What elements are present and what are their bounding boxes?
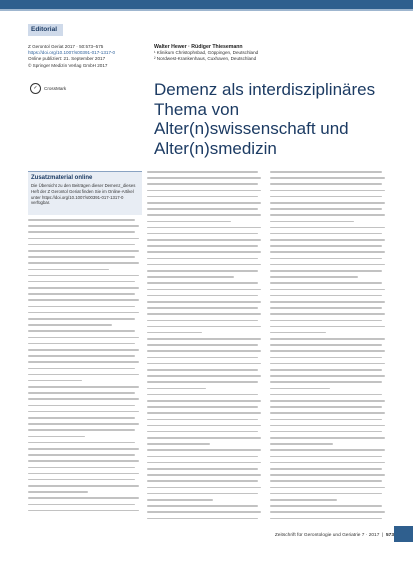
- body-text-line: [28, 343, 135, 345]
- body-text-line: [270, 344, 382, 346]
- body-text-line: [147, 344, 258, 346]
- body-text-line: [147, 381, 258, 383]
- body-text-line: [28, 293, 135, 295]
- body-text-line: [28, 256, 135, 258]
- body-text-line: [270, 369, 382, 371]
- body-text-line: [28, 330, 135, 332]
- body-text-line: [270, 487, 385, 489]
- body-text-line: [147, 406, 258, 408]
- body-text-line: [147, 499, 213, 501]
- body-text-line: [270, 350, 385, 352]
- body-text-line: [28, 479, 135, 481]
- body-text-line: [147, 400, 261, 402]
- body-text-line: [270, 505, 382, 507]
- body-text-line: [270, 400, 385, 402]
- body-text-line: [270, 245, 382, 247]
- body-text-line: [147, 369, 258, 371]
- body-text-line: [147, 505, 258, 507]
- body-text-line: [270, 443, 333, 445]
- body-text-line: [28, 497, 139, 499]
- crossmark-label: CrossMark: [44, 86, 67, 91]
- body-text-line: [147, 480, 258, 482]
- article-meta: [28, 44, 138, 69]
- body-text-line: [28, 306, 135, 308]
- body-text-line: [147, 468, 258, 470]
- crossmark-icon: ✓: [30, 83, 41, 94]
- body-text-line: [270, 449, 385, 451]
- body-text-line: [147, 394, 258, 396]
- body-text-line: [270, 233, 382, 235]
- body-text-line: [147, 320, 258, 322]
- body-text-line: [147, 239, 261, 241]
- body-text-line: [28, 429, 135, 431]
- author-names: Walter Hewer · Rüdiger Thiesemann: [154, 44, 243, 50]
- body-text-line: [147, 208, 258, 210]
- body-text-line: [28, 337, 139, 339]
- body-text-line: [147, 233, 258, 235]
- body-text-line: [28, 231, 135, 233]
- page-tab: [394, 526, 413, 542]
- body-text-line: [270, 276, 358, 278]
- body-text-line: [147, 363, 261, 365]
- body-text-line: [147, 493, 258, 495]
- doi-link[interactable]: https://doi.org/10.1007/s00391-017-1317-0: [28, 50, 116, 56]
- body-text-line: [28, 392, 135, 394]
- body-text-line: [28, 287, 139, 289]
- body-text-line: [28, 238, 139, 240]
- page-number: 573: [385, 533, 394, 538]
- body-text-line: [28, 281, 135, 283]
- copyright: © Springer Medizin Verlag GmbH 2017: [28, 62, 108, 68]
- body-text-line: [28, 312, 139, 314]
- supplementary-box: [28, 171, 142, 215]
- body-text-line: [270, 264, 385, 266]
- body-text-line: [147, 375, 261, 377]
- body-text-line: [270, 425, 385, 427]
- body-text-line: [28, 386, 139, 388]
- body-text-line: [147, 443, 210, 445]
- body-text-line: [147, 177, 261, 179]
- body-text-line: [147, 350, 261, 352]
- body-text-line: [270, 456, 382, 458]
- header-band: [0, 0, 413, 9]
- body-text-line: [147, 456, 258, 458]
- body-text-line: [147, 518, 258, 520]
- body-text-line: [270, 357, 382, 359]
- body-text-line: [28, 504, 135, 506]
- body-text-line: [28, 250, 139, 252]
- body-text-line: [270, 196, 382, 198]
- body-text-line: [147, 307, 258, 309]
- supplementary-heading: Zusatzmaterial online: [31, 175, 93, 181]
- body-text-line: [270, 437, 385, 439]
- body-text-line: [28, 219, 135, 221]
- body-text-line: [28, 368, 135, 370]
- body-text-line: [147, 474, 261, 476]
- body-text-line: [147, 289, 261, 291]
- body-text-line: [147, 202, 261, 204]
- body-text-line: [28, 473, 139, 475]
- article-title: Demenz als interdisziplinäres Thema von Alter(n)swissenschaft und Alter(n)smedizin: [154, 80, 376, 158]
- text-column-1: [28, 219, 142, 579]
- body-text-line: [270, 320, 382, 322]
- body-text-line: [147, 227, 261, 229]
- body-text-line: [28, 262, 139, 264]
- body-text-line: [147, 270, 258, 272]
- body-text-line: [270, 480, 382, 482]
- body-text-line: [147, 412, 261, 414]
- body-text-line: [147, 338, 261, 340]
- body-text-line: [28, 491, 88, 493]
- body-text-line: [270, 295, 382, 297]
- body-text-line: [147, 449, 261, 451]
- body-text-line: [270, 493, 382, 495]
- body-text-line: [270, 388, 330, 390]
- body-text-line: [28, 318, 135, 320]
- body-text-line: [147, 214, 261, 216]
- body-text-line: [270, 214, 385, 216]
- body-text-line: [147, 487, 261, 489]
- body-text-line: [270, 375, 385, 377]
- body-text-line: [270, 227, 385, 229]
- body-text-line: [28, 442, 135, 444]
- citation: Z Gerontol Geriat 2017 · 50:573–575: [28, 44, 104, 49]
- body-text-line: [147, 388, 206, 390]
- text-column-3: [270, 171, 389, 531]
- body-text-line: [147, 357, 258, 359]
- body-text-line: [270, 518, 382, 520]
- body-text-line: [270, 171, 382, 173]
- body-text-line: [270, 289, 385, 291]
- header-band-accent: [0, 9, 413, 11]
- body-text-line: [270, 406, 382, 408]
- body-text-line: [147, 282, 258, 284]
- supplementary-text: [28, 181, 142, 208]
- body-text-line: [147, 425, 261, 427]
- body-text-line: [270, 258, 382, 260]
- footer-journal: Zeitschrift für Gerontologie und Geriatrie 7 · 2017: [274, 533, 380, 538]
- body-text-line: [147, 221, 231, 223]
- body-text-line: [28, 355, 135, 357]
- body-text-line: [28, 380, 82, 382]
- section-label: Editorial: [28, 24, 63, 36]
- body-text-line: [147, 196, 258, 198]
- affiliation-1: ¹ Klinikum Christophsbad, Göppingen, Deutschland: [154, 50, 259, 56]
- body-text-line: [28, 436, 85, 438]
- body-text-line: [270, 499, 337, 501]
- body-text-line: [28, 324, 112, 326]
- body-text-line: [270, 462, 385, 464]
- page-footer: Zeitschrift für Gerontologie und Geriatrie 7 · 2017 | 573: [274, 533, 394, 538]
- body-text-line: [28, 361, 139, 363]
- online-date: Online publiziert: 21. September 2017: [28, 56, 106, 62]
- body-text-line: [270, 190, 385, 192]
- supplementary-body: Die Übersicht zu den Beiträgen dieser Demenz_dieses Heft der Z Gerontol Geriat finden Sie im Online-Artikel unter https://doi.org/10.1007/s00391-017-1317-0 verfügbar.: [31, 183, 136, 206]
- body-text-line: [28, 299, 139, 301]
- body-text-line: [28, 398, 139, 400]
- body-text-line: [270, 381, 382, 383]
- body-text-line: [28, 405, 135, 407]
- body-text-line: [270, 251, 385, 253]
- body-text-line: [270, 412, 385, 414]
- body-text-line: [147, 462, 261, 464]
- body-text-line: [28, 448, 139, 450]
- body-text-line: [147, 326, 261, 328]
- body-text-line: [270, 221, 354, 223]
- body-text-line: [270, 338, 385, 340]
- body-text-line: [147, 276, 234, 278]
- body-text-line: [270, 431, 382, 433]
- body-text-line: [147, 437, 261, 439]
- body-text-line: [270, 282, 382, 284]
- body-text-line: [270, 419, 382, 421]
- body-text-line: [270, 474, 385, 476]
- body-text-line: [147, 183, 258, 185]
- affiliation-2: ² Nordwest-Krankenhaus, Cuxhaven, Deutschland: [154, 56, 257, 62]
- body-text-line: [28, 225, 139, 227]
- body-text-line: [270, 313, 385, 315]
- body-text-line: [147, 264, 261, 266]
- body-text-line: [28, 417, 135, 419]
- body-text-line: [270, 363, 385, 365]
- body-text-line: [270, 511, 385, 513]
- body-text-line: [270, 239, 385, 241]
- body-text-line: [270, 394, 382, 396]
- body-text-line: [28, 454, 135, 456]
- body-text-line: [270, 177, 385, 179]
- body-text-line: [28, 510, 139, 512]
- authors-block: [154, 44, 374, 63]
- body-text-line: [147, 295, 258, 297]
- body-text-line: [28, 275, 139, 277]
- body-text-line: [270, 307, 382, 309]
- body-text-line: [28, 269, 109, 271]
- body-text-line: [270, 332, 326, 334]
- body-text-line: [147, 171, 258, 173]
- body-text-line: [270, 326, 385, 328]
- body-text-line: [28, 374, 139, 376]
- body-text-line: [270, 202, 385, 204]
- body-text-line: [147, 431, 258, 433]
- body-text-line: [28, 460, 139, 462]
- body-text-line: [147, 332, 202, 334]
- body-text-line: [147, 251, 261, 253]
- body-text-line: [147, 190, 261, 192]
- body-text-line: [270, 270, 382, 272]
- body-text-line: [270, 208, 382, 210]
- body-text-line: [270, 301, 385, 303]
- body-text-line: [28, 467, 135, 469]
- body-text-line: [270, 183, 382, 185]
- body-text-line: [147, 258, 258, 260]
- crossmark-logo[interactable]: [30, 83, 66, 94]
- body-text-line: [147, 419, 258, 421]
- body-text-line: [28, 485, 139, 487]
- body-text-line: [28, 349, 139, 351]
- body-text-line: [28, 244, 135, 246]
- body-text-line: [28, 423, 139, 425]
- text-column-2: [147, 171, 265, 531]
- body-text-line: [270, 468, 382, 470]
- body-text-line: [147, 301, 261, 303]
- body-text-line: [147, 511, 261, 513]
- body-text-line: [28, 411, 139, 413]
- body-text-line: [147, 313, 261, 315]
- body-text-line: [147, 245, 258, 247]
